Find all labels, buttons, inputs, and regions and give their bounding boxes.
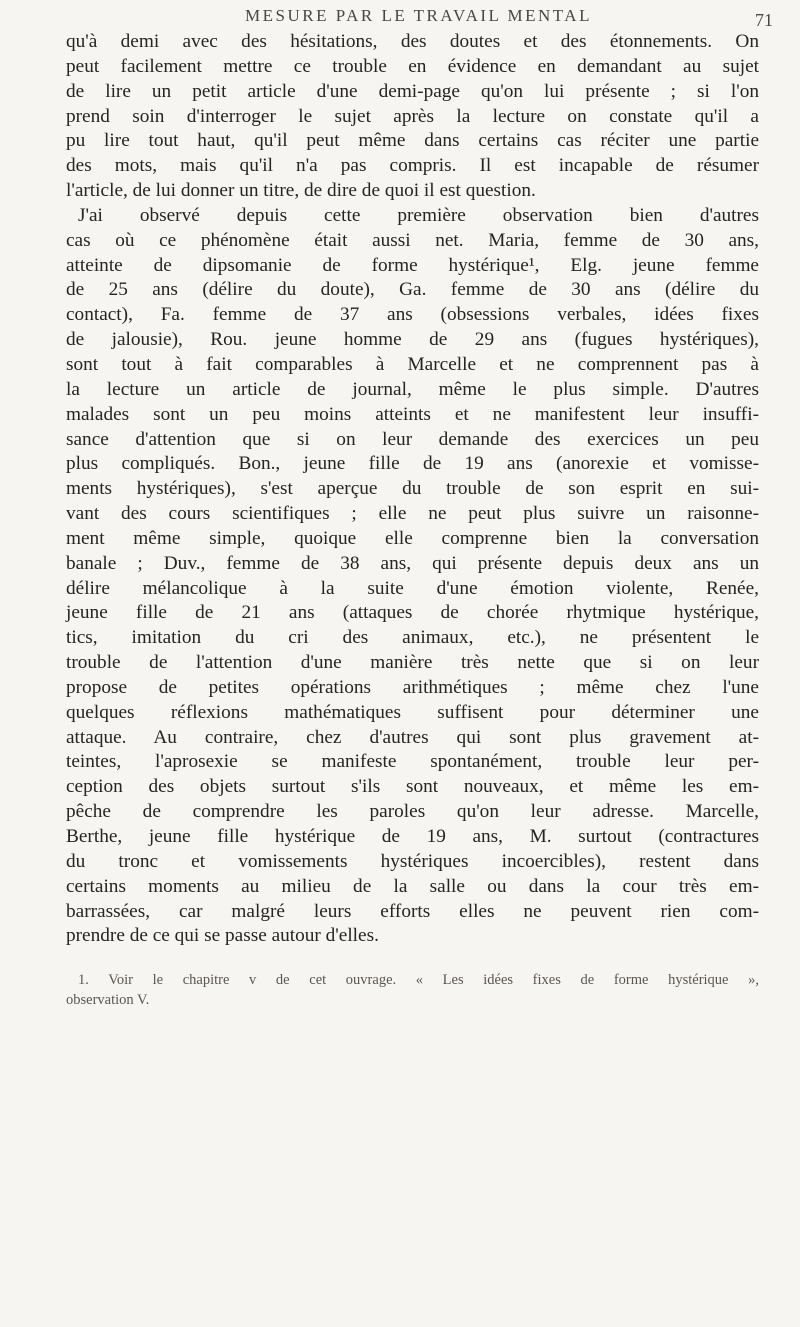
running-head: MESURE PAR LE TRAVAIL MENTAL (245, 6, 592, 25)
text-line: J'ai observé depuis cette première observation bien d'autres (78, 204, 759, 226)
text-line: prend soin d'interroger le sujet après la lecture on constate qu'il a (66, 105, 759, 127)
text-line: plus compliqués. Bon., jeune fille de 19 ans (anorexie et vomisse- (66, 453, 759, 475)
text-line: tics, imitation du cri des animaux, etc.), ne présentent le (66, 627, 759, 649)
text-line: sont tout à fait comparables à Marcelle et ne comprennent pas à (66, 353, 759, 375)
text-line: quelques réflexions mathématiques suffisent pour déterminer une (66, 701, 759, 723)
text-line: malades sont un peu moins atteints et ne manifestent leur insuffi- (66, 403, 759, 425)
text-line: trouble de l'attention d'une manière très nette que si on leur (66, 652, 759, 674)
text-line: sance d'attention que si on leur demande des exercices un peu (66, 428, 759, 450)
text-line: ception des objets surtout s'ils sont nouveaux, et même les em- (66, 776, 759, 798)
text-line: certains moments au milieu de la salle ou dans la cour très em- (66, 875, 759, 897)
text-line: de jalousie), Rou. jeune homme de 29 ans (fugues hystériques), (66, 329, 759, 351)
text-line: barrassées, car malgré leurs efforts elles ne peuvent rien com- (66, 900, 759, 922)
text-line: atteinte de dipsomanie de forme hystérique¹, Elg. jeune femme (66, 254, 759, 276)
text-line: prendre de ce qui se passe autour d'elles. (66, 925, 379, 947)
text-line: attaque. Au contraire, chez d'autres qui sont plus gravement at- (66, 726, 759, 748)
text-line: teintes, l'aprosexie se manifeste spontanément, trouble leur per- (66, 751, 759, 773)
text-line: des mots, mais qu'il n'a pas compris. Il est incapable de résumer (66, 155, 759, 177)
text-line: jeune fille de 21 ans (attaques de chorée rhytmique hystérique, (66, 602, 759, 624)
text-line: pêche de comprendre les paroles qu'on leur adresse. Marcelle, (66, 801, 759, 823)
page-number: 71 (755, 10, 773, 30)
text-line: du tronc et vomissements hystériques incoercibles), restent dans (66, 850, 759, 872)
text-line: vant des cours scientifiques ; elle ne peut plus suivre un raisonne- (66, 503, 759, 525)
text-line: peut facilement mettre ce trouble en évidence en demandant au sujet (66, 55, 759, 77)
text-line: délire mélancolique à la suite d'une émotion violente, Renée, (66, 577, 759, 599)
text-line: banale ; Duv., femme de 38 ans, qui présente depuis deux ans un (66, 552, 759, 574)
text-line: pu lire tout haut, qu'il peut même dans certains cas réciter une partie (66, 130, 759, 152)
text-line: ments hystériques), s'est aperçue du trouble de son esprit en sui- (66, 478, 759, 500)
text-line: la lecture un article de journal, même le plus simple. D'autres (66, 378, 759, 400)
text-line: l'article, de lui donner un titre, de dire de quoi il est question. (66, 180, 536, 202)
text-line: de lire un petit article d'une demi-page qu'on lui présente ; si l'on (66, 80, 759, 102)
text-line: cas où ce phénomène était aussi net. Maria, femme de 30 ans, (66, 229, 759, 251)
text-line: contact), Fa. femme de 37 ans (obsessions verbales, idées fixes (66, 304, 759, 326)
text-line: qu'à demi avec des hésitations, des doutes et des étonnements. On (66, 31, 759, 52)
text-line: ment même simple, quoique elle comprenne bien la conversation (66, 527, 759, 549)
footnote-line: 1. Voir le chapitre v de cet ouvrage. « Les idées fixes de forme hystérique », (78, 972, 759, 988)
body-text (66, 30, 759, 949)
footnote-line: observation V. (66, 992, 150, 1008)
text-line: propose de petites opérations arithmétiques ; même chez l'une (66, 676, 759, 698)
footnote (66, 970, 759, 1010)
text-line: de 25 ans (délire du doute), Ga. femme de 30 ans (délire du (66, 279, 759, 301)
text-line: Berthe, jeune fille hystérique de 19 ans, M. surtout (contractures (66, 826, 759, 847)
